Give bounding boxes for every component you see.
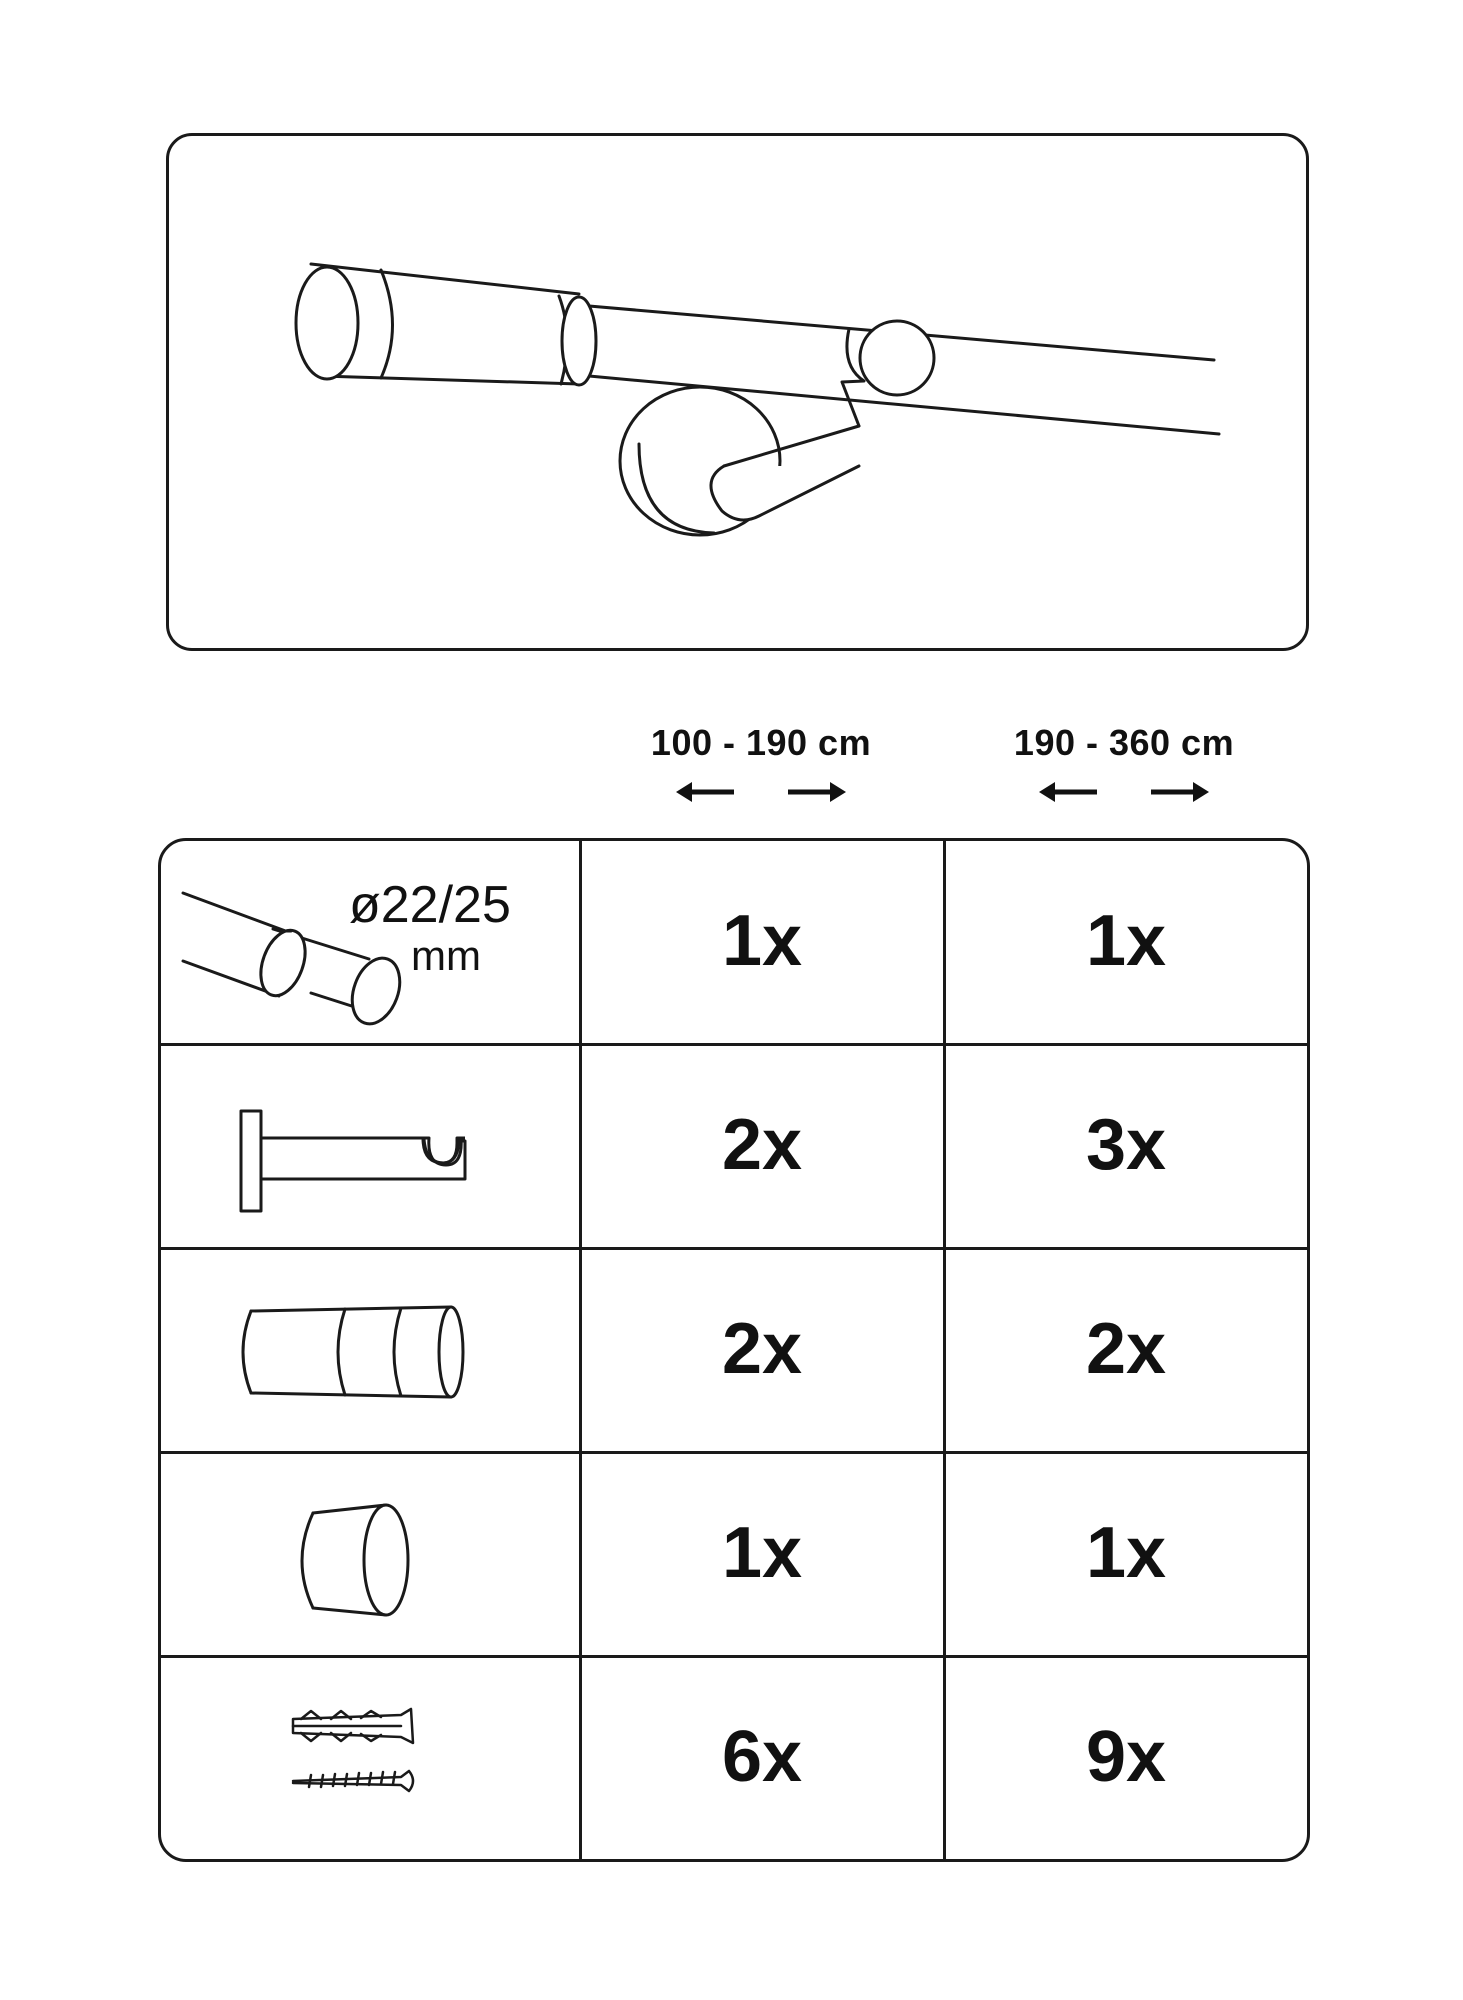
finial-icon: [161, 1249, 579, 1451]
qty-rod-short: 1x: [721, 901, 803, 981]
range-header-long: [944, 722, 1304, 806]
end-cap-icon: [161, 1453, 579, 1655]
qty-end-cap-long: 1x: [1085, 1513, 1167, 1593]
table-row-rod: [161, 841, 579, 1043]
qty-finial-long: 2x: [1085, 1309, 1167, 1389]
screw-and-anchor-icon: [161, 1657, 579, 1859]
qty-screws-short: 6x: [721, 1717, 803, 1797]
range-label-long: 190 - 360 cm: [1013, 722, 1235, 763]
qty-screws-long: 9x: [1085, 1717, 1167, 1797]
table-row-finial: [161, 1249, 579, 1451]
curtain-rod-assembly-icon: [169, 136, 1312, 654]
table-row-end-cap: [161, 1453, 579, 1655]
rod-diameter-label: ø22/25: [349, 876, 511, 934]
extend-arrows-icon: [676, 778, 846, 806]
qty-bracket-short: 2x: [721, 1105, 803, 1185]
rod-icon: [161, 841, 579, 1043]
assembly-illustration-panel: [166, 133, 1309, 651]
qty-rod-long: 1x: [1085, 901, 1167, 981]
qty-bracket-long: 3x: [1085, 1105, 1167, 1185]
range-header-short: [581, 722, 941, 806]
table-row-bracket: [161, 1045, 579, 1247]
qty-end-cap-short: 1x: [721, 1513, 803, 1593]
range-label-short: 100 - 190 cm: [650, 722, 872, 763]
bracket-icon: [161, 1045, 579, 1247]
extend-arrows-icon: [1039, 778, 1209, 806]
rod-unit-label: mm: [411, 932, 481, 979]
qty-finial-short: 2x: [721, 1309, 803, 1389]
table-row-screws: [161, 1657, 579, 1859]
parts-table: [158, 838, 1310, 1862]
